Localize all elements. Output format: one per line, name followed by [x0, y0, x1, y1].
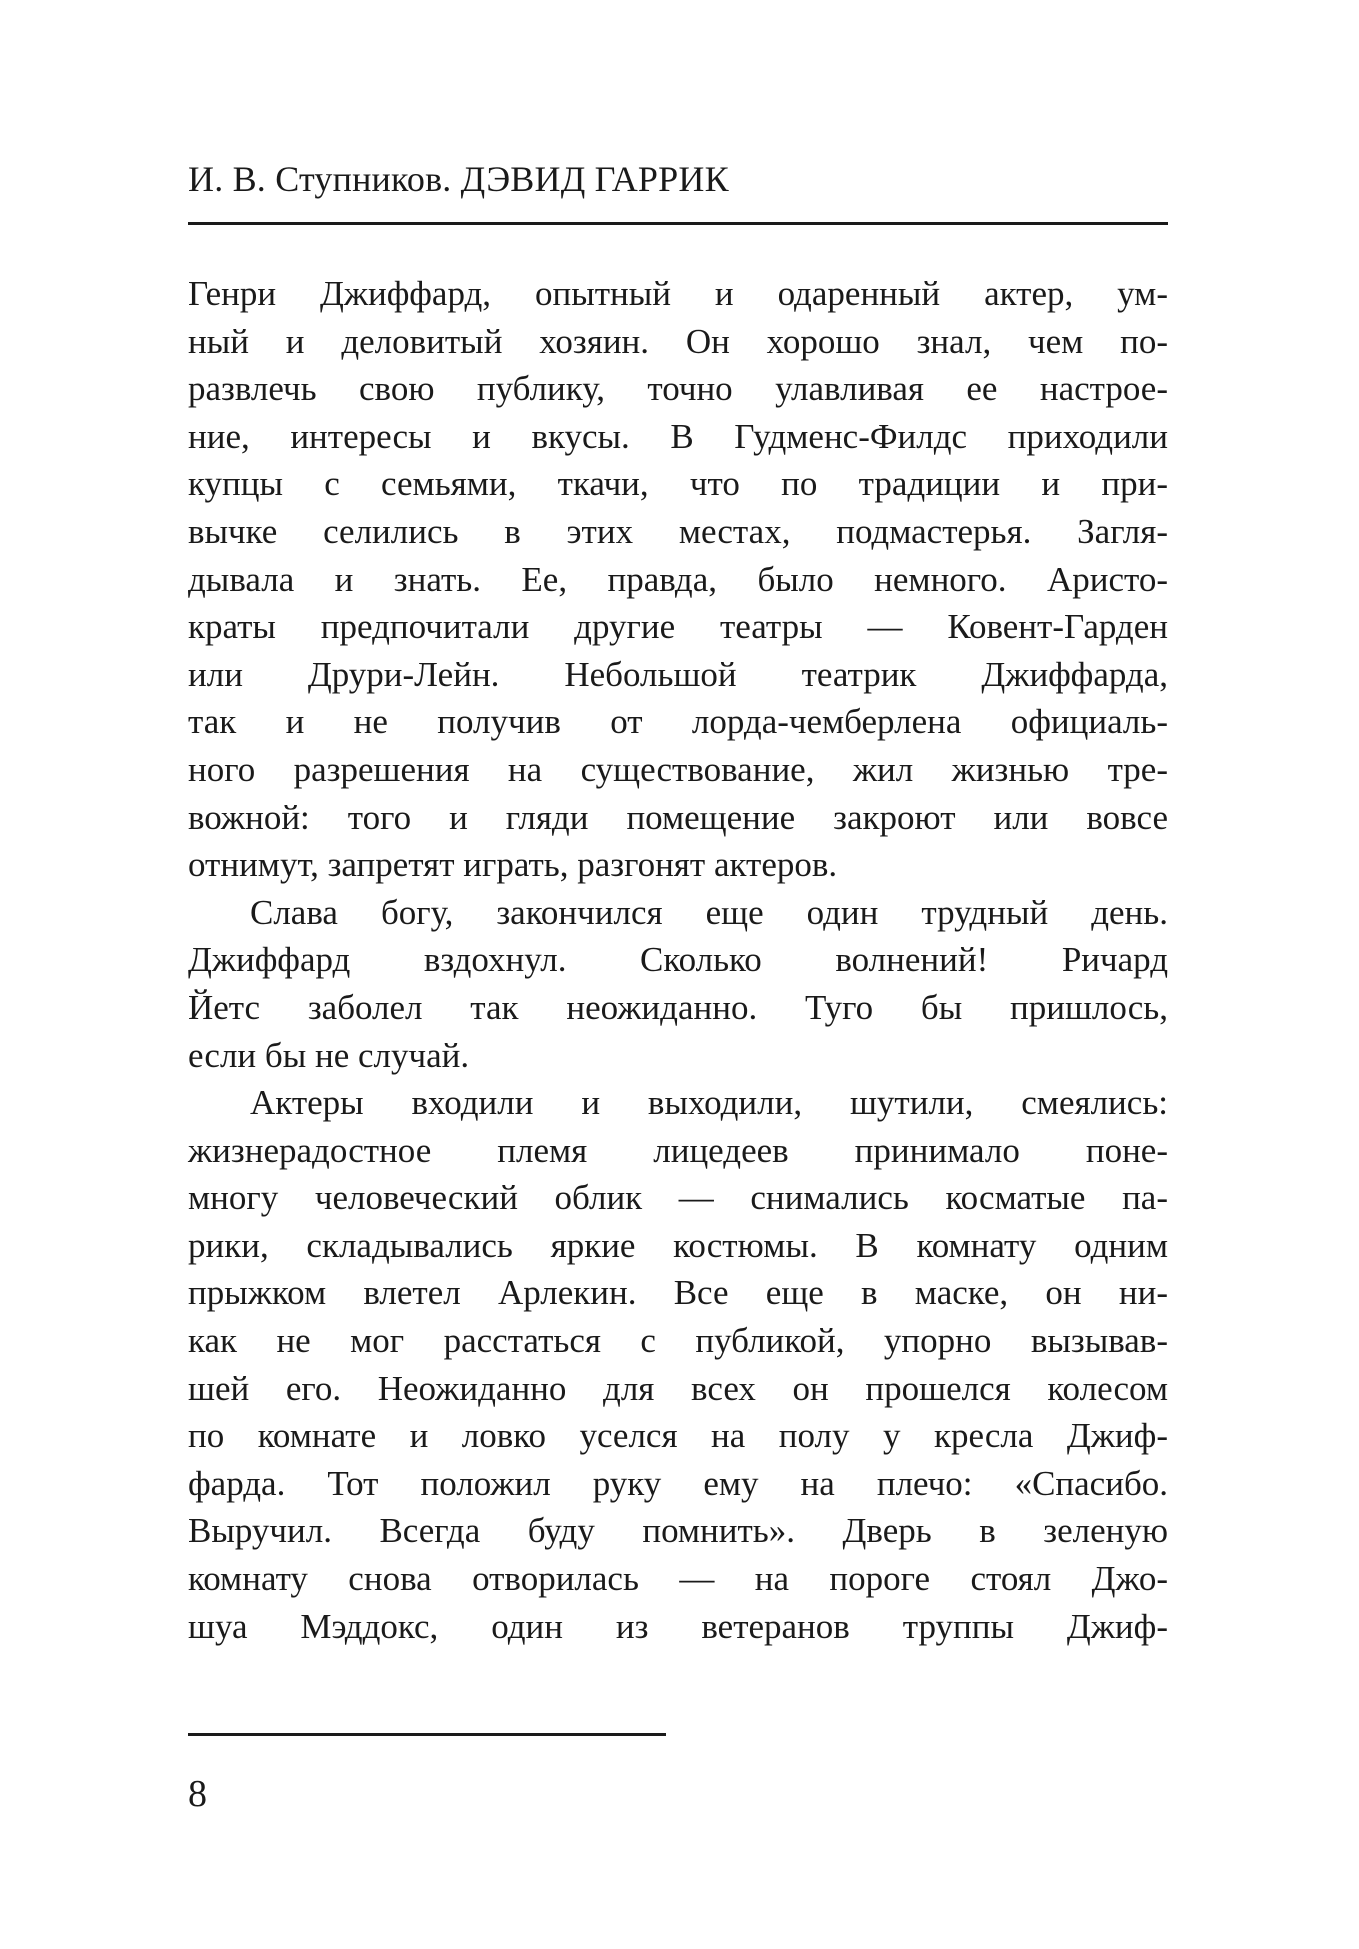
- text-line: или Друри-Лейн. Небольшой театрик Джиффарда,: [188, 654, 1168, 694]
- text-line: купцы с семьями, ткачи, что по традиции и при-: [188, 464, 1168, 504]
- text-line: Актеры входили и выходили, шутили, смеялись:: [250, 1083, 1168, 1123]
- page-number: 8: [188, 1773, 207, 1815]
- text-line: шуа Мэддокс, один из ветеранов труппы Джиф-: [188, 1606, 1168, 1646]
- text-line: жизнерадостное племя лицедеев принимало поне-: [188, 1130, 1168, 1170]
- text-line: если бы не случай.: [188, 1035, 470, 1075]
- text-line: многу человеческий облик — снимались косматые па-: [188, 1178, 1168, 1218]
- text-line: Джиффард вздохнул. Сколько волнений! Ричард: [188, 940, 1168, 980]
- text-line: вычке селились в этих местах, подмастерья. Загля-: [188, 511, 1168, 551]
- running-head: И. В. Ступников. ДЭВИД ГАРРИК: [188, 159, 729, 199]
- text-line: прыжком влетел Арлекин. Все еще в маске, он ни-: [188, 1273, 1168, 1313]
- text-line: краты предпочитали другие театры — Ковент-Гарден: [188, 607, 1168, 647]
- text-line: фарда. Тот положил руку ему на плечо: «Спасибо.: [188, 1463, 1168, 1503]
- text-line: комнату снова отворилась — на пороге стоял Джо-: [188, 1559, 1168, 1599]
- text-line: так и не получив от лорда-чемберлена официаль-: [188, 702, 1168, 742]
- text-line: ного разрешения на существование, жил жизнью тре-: [188, 749, 1168, 789]
- text-line: Йетс заболел так неожиданно. Туго бы пришлось,: [188, 987, 1168, 1027]
- footer-divider: [188, 1733, 666, 1736]
- text-line: рики, складывались яркие костюмы. В комнату одним: [188, 1225, 1168, 1265]
- text-line: по комнате и ловко уселся на полу у кресла Джиф-: [188, 1416, 1168, 1456]
- text-line: шей его. Неожиданно для всех он прошелся колесом: [188, 1368, 1168, 1408]
- text-line: ный и деловитый хозяин. Он хорошо знал, чем по-: [188, 321, 1168, 361]
- body-text: [188, 270, 1168, 1650]
- header-divider: [188, 222, 1168, 225]
- text-line: развлечь свою публику, точно улавливая ее настрое-: [188, 369, 1168, 409]
- text-line: Выручил. Всегда буду помнить». Дверь в зеленую: [188, 1511, 1168, 1551]
- text-line: как не мог расстаться с публикой, упорно вызывав-: [188, 1321, 1168, 1361]
- text-line: отнимут, запретят играть, разгонят актеров.: [188, 845, 838, 885]
- text-line: Генри Джиффард, опытный и одаренный актер, ум-: [188, 274, 1168, 313]
- text-line: ние, интересы и вкусы. В Гудменс-Филдс приходили: [188, 416, 1168, 456]
- text-line: Слава богу, закончился еще один трудный день.: [250, 892, 1168, 932]
- text-line: дывала и знать. Ее, правда, было немного. Аристо-: [188, 559, 1168, 599]
- text-line: вожной: того и гляди помещение закроют или вовсе: [188, 797, 1168, 837]
